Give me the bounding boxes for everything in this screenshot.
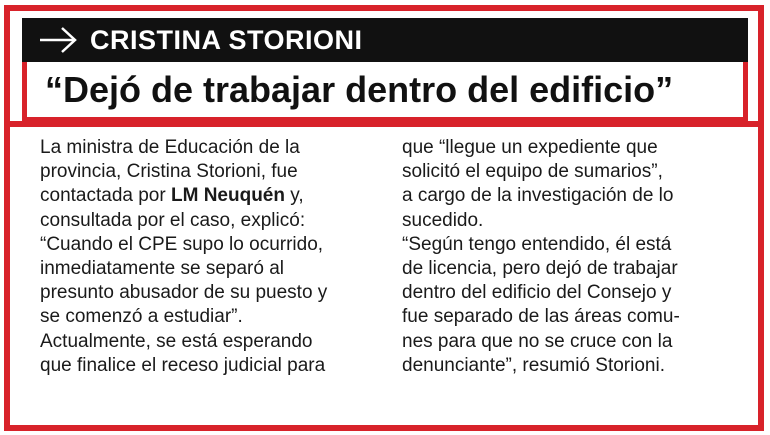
body-line: La ministra de Educación de la [40, 137, 300, 158]
divider [4, 121, 764, 127]
headline: “Dejó de trabajar dentro del edificio” [45, 68, 674, 110]
publication-name: LM Neuquén [170, 185, 285, 207]
person-name: CRISTINA STORIONI [90, 24, 363, 55]
body-line: de licencia, pero dejó de trabajar [402, 258, 678, 280]
body-line: presunto abusador de su puesto y [40, 282, 328, 304]
body-line [40, 184, 390, 208]
body-column-right [402, 136, 742, 378]
body-line: dentro del edificio del Consejo y [402, 282, 672, 304]
arrow-right-icon [38, 25, 78, 55]
body-line: que “llegue un expediente que [402, 137, 658, 158]
body-line: denunciante”, resumió Storioni. [402, 354, 665, 376]
body-text: y, [284, 185, 304, 207]
body-line: inmediatamente se separó al [40, 258, 284, 280]
body-line: que finalice el receso judicial para [40, 354, 326, 376]
body-line: solicitó el equipo de sumarios”, [402, 161, 663, 183]
body-line: sucedido. [402, 209, 484, 231]
body-line: provincia, Cristina Storioni, fue [40, 161, 298, 183]
headline-box [22, 62, 748, 122]
body-line: Actualmente, se está esperando [40, 330, 313, 352]
body-line: consultada por el caso, explicó: [40, 209, 306, 231]
body-line: a cargo de la investigación de lo [402, 185, 674, 207]
body-text: contactada por [40, 185, 171, 207]
body-line: se comenzó a estudiar”. [40, 306, 243, 328]
body-line: “Cuando el CPE supo lo ocurrido, [40, 233, 324, 255]
body-line: nes para que no se cruce con la [402, 330, 673, 352]
body-line: fue separado de las áreas comu- [402, 306, 680, 328]
body-line: “Según tengo entendido, él está [402, 233, 672, 255]
body-column-left [40, 136, 390, 378]
name-bar [22, 18, 748, 62]
